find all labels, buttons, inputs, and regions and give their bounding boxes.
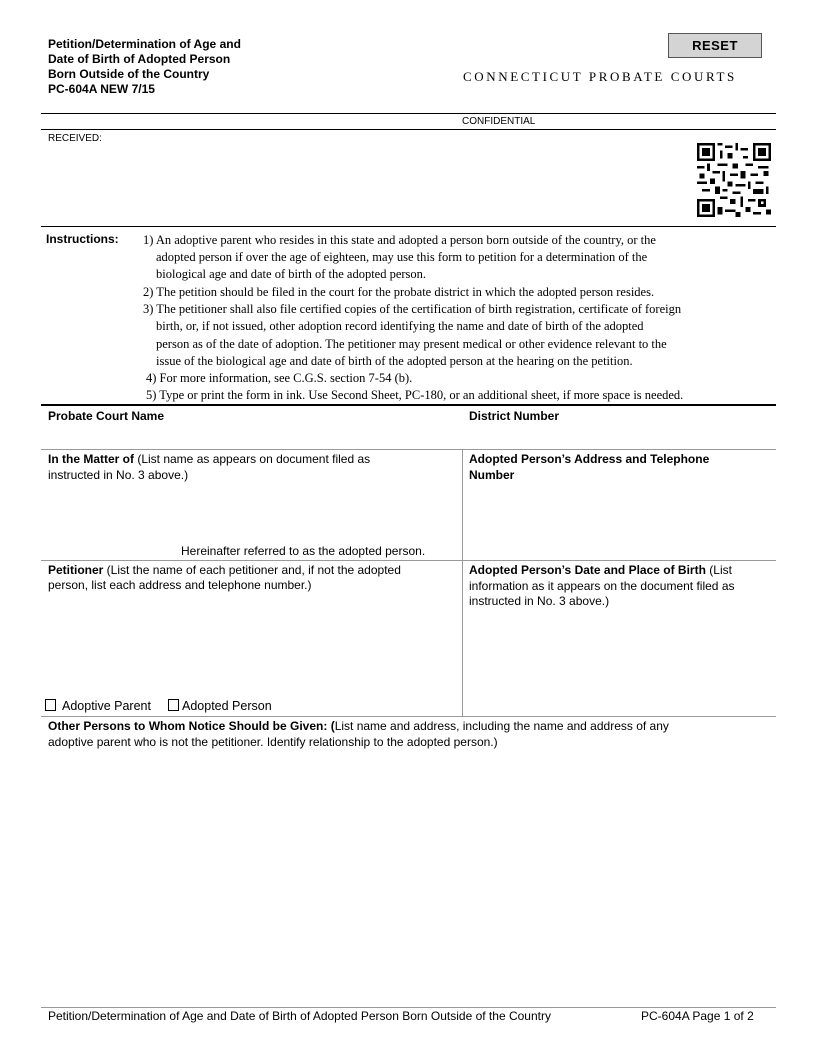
footer-page-number: PC-604A Page 1 of 2 <box>641 1009 754 1023</box>
other-persons-bold: Other Persons to Whom Notice Should be Given: ( <box>48 719 335 733</box>
divider <box>41 113 776 114</box>
petitioner-bold: Petitioner <box>48 563 104 577</box>
dob-hint-line3: instructed in No. 3 above.) <box>469 594 610 608</box>
title-line: Date of Birth of Adopted Person <box>48 52 231 66</box>
footer-divider <box>41 1007 776 1008</box>
address-telephone-label-line2: Number <box>469 468 515 482</box>
divider <box>41 226 776 227</box>
petitioner-label <box>48 563 401 579</box>
adoptive-parent-checkbox[interactable] <box>45 699 56 711</box>
court-name: CONNECTICUT PROBATE COURTS <box>463 69 737 84</box>
instruction-line: adopted person if over the age of eighteen, may use this form to petition for a determination of the <box>156 250 648 264</box>
title-line: Born Outside of the Country <box>48 67 210 81</box>
matter-of-hint: (List name as appears on document filed as <box>134 452 371 466</box>
instruction-line: person as of the date of adoption. The petitioner may present medical or other evidence relevant to the <box>156 337 667 351</box>
probate-court-name-label: Probate Court Name <box>48 409 165 423</box>
dob-hint: (List <box>705 563 732 577</box>
title-line: Petition/Determination of Age and <box>48 37 241 51</box>
divider <box>41 449 776 450</box>
adoptive-parent-label: Adoptive Parent <box>62 699 151 713</box>
petitioner-hint: (List the name of each petitioner and, if not the adopted <box>103 563 401 577</box>
confidential-label: CONFIDENTIAL <box>462 116 536 127</box>
divider <box>41 404 776 406</box>
hereinafter-note: Hereinafter referred to as the adopted person. <box>181 544 426 558</box>
adopted-person-label: Adopted Person <box>182 699 272 713</box>
column-divider <box>462 449 463 717</box>
adopted-person-checkbox[interactable] <box>168 699 179 711</box>
instruction-line: 5) Type or print the form in ink. Use Second Sheet, PC-180, or an additional sheet, if more space is needed. <box>146 388 684 402</box>
other-persons-label <box>48 719 669 735</box>
petitioner-hint-line2: person, list each address and telephone number.) <box>48 578 312 592</box>
reset-button[interactable]: RESET <box>668 33 762 58</box>
qr-code <box>697 143 771 217</box>
divider <box>41 716 776 717</box>
instruction-line: 3) The petitioner shall also file certified copies of the certification of birth registration, certificate of foreign <box>143 302 682 316</box>
footer-form-title: Petition/Determination of Age and Date of Birth of Adopted Person Born Outside of the Country <box>48 1009 551 1023</box>
matter-of-hint-line2: instructed in No. 3 above.) <box>48 468 189 482</box>
other-persons-hint-line2: adoptive parent who is not the petitioner. Identify relationship to the adopted person.) <box>48 735 498 749</box>
instruction-line: issue of the biological age and date of birth of the adopted person at the hearing on the petition. <box>156 354 633 368</box>
instruction-line: birth, or, if not issued, other adoption record identifying the name and date of birth of the adopted <box>156 319 644 333</box>
instruction-line: 2) The petition should be filed in the court for the probate district in which the adopted person resides. <box>143 285 655 299</box>
instruction-line: 4) For more information, see C.G.S. section 7-54 (b). <box>146 371 413 385</box>
instructions-label: Instructions: <box>46 232 119 246</box>
dob-bold: Adopted Person’s Date and Place of Birth <box>469 563 706 577</box>
matter-of-bold: In the Matter of <box>48 452 134 466</box>
instruction-line: biological age and date of birth of the adopted person. <box>156 267 427 281</box>
district-number-label: District Number <box>469 409 560 423</box>
divider <box>41 560 776 561</box>
received-stamp-label: RECEIVED: <box>48 133 102 144</box>
divider <box>41 129 776 130</box>
form-number: PC-604A NEW 7/15 <box>48 82 155 96</box>
other-persons-hint: List name and address, including the name and address of any <box>334 719 669 733</box>
dob-label <box>469 563 732 579</box>
dob-hint-line2: information as it appears on the document filed as <box>469 579 735 593</box>
instruction-line: 1) An adoptive parent who resides in this state and adopted a person born outside of the country, or the <box>143 233 656 247</box>
address-telephone-label: Adopted Person’s Address and Telephone <box>469 452 710 466</box>
matter-of-label <box>48 452 370 468</box>
form-title <box>48 37 241 97</box>
